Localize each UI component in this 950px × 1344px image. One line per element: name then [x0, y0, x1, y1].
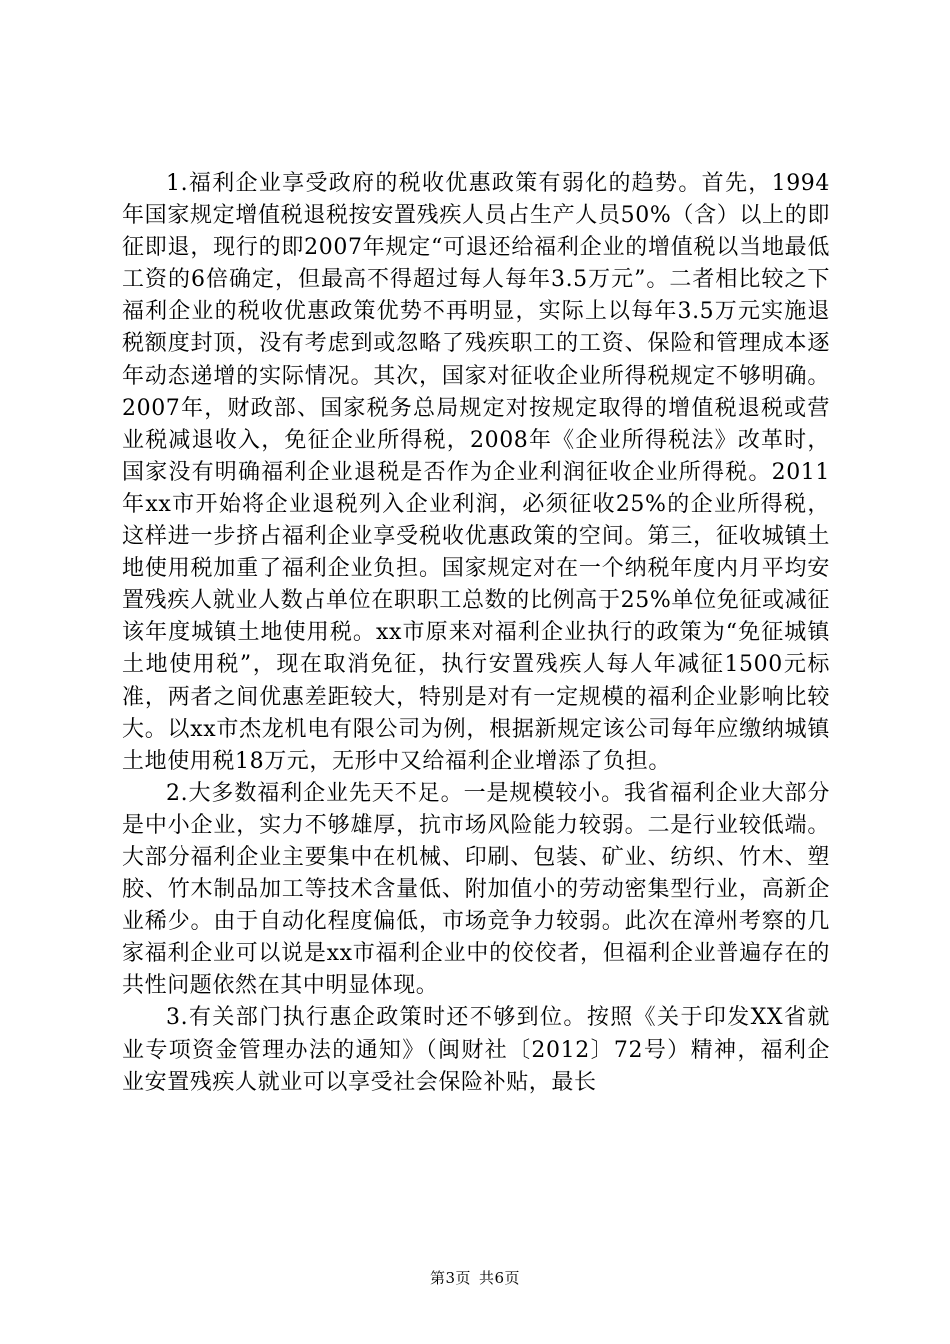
paragraph-enterprise-weakness: 2.大多数福利企业先天不足。一是规模较小。我省福利企业大部分是中小企业，实力不够雄厚，抗市场风险能力较弱。二是行业较低端。大部分福利企业主要集中在机械、印刷、包装、矿业、纺织、竹木、塑胶、竹木制品加工等技术含量低、附加值小的劳动密集型行业，高新企业稀少。由于自动化程度偏低，市场竞争力较弱。此次在漳州考察的几家福利企业可以说是xx市福利企业中的佼佼者，但福利企业普遍存在的共性问题依然在其中明显体现。 [122, 780, 830, 999]
paragraph-policy-implementation: 3.有关部门执行惠企政策时还不够到位。按照《关于印发XX省就业专项资金管理办法的通知》（闽财社〔2012〕72号）精神，福利企业安置残疾人就业可以享受社会保险补贴，最长 [122, 1005, 830, 1095]
document-body [122, 168, 830, 1099]
page-number: 第3页 [429, 1269, 471, 1287]
paragraph-tax-policy: 1.福利企业享受政府的税收优惠政策有弱化的趋势。首先，1994年国家规定增值税退税按安置残疾人员占生产人员50%（含）以上的即征即退，现行的即2007年规定“可退还给福利企业的增值税以当地最低工资的6倍确定，但最高不得超过每人每年3.5万元”。二者相比较之下福利企业的税收优惠政策优势不再明显，实际上以每年3.5万元实施退税额度封顶，没有考虑到或忽略了残疾职工的工资、保险和管理成本逐年动态递增的实际情况。其次，国家对征收企业所得税规定不够明确。2007年，财政部、国家税务总局规定对按规定取得的增值税退税或营业税减退收入，免征企业所得税，2008年《企业所得税法》改革时，国家没有明确福利企业退税是否作为企业利润征收企业所得税。2011年xx市开始将企业退税列入企业利润，必须征收25%的企业所得税，这样进一步挤占福利企业享受税收优惠政策的空间。第三，征收城镇土地使用税加重了福利企业负担。国家规定对在一个纳税年度内月平均安置残疾人就业人数占单位在职职工总数的比例高于25%单位免征或减征该年度城镇土地使用税。xx市原来对福利企业执行的政策为“免征城镇土地使用税”，现在取消免征，执行安置残疾人每人年减征1500元标准，两者之间优惠差距较大，特别是对有一定规模的福利企业影响比较大。以xx市杰龙机电有限公司为例，根据新规定该公司每年应缴纳城镇土地使用税18万元，无形中又给福利企业增添了负担。 [122, 171, 830, 774]
page-footer [0, 1268, 950, 1288]
page-total: 共6页 [479, 1269, 521, 1287]
